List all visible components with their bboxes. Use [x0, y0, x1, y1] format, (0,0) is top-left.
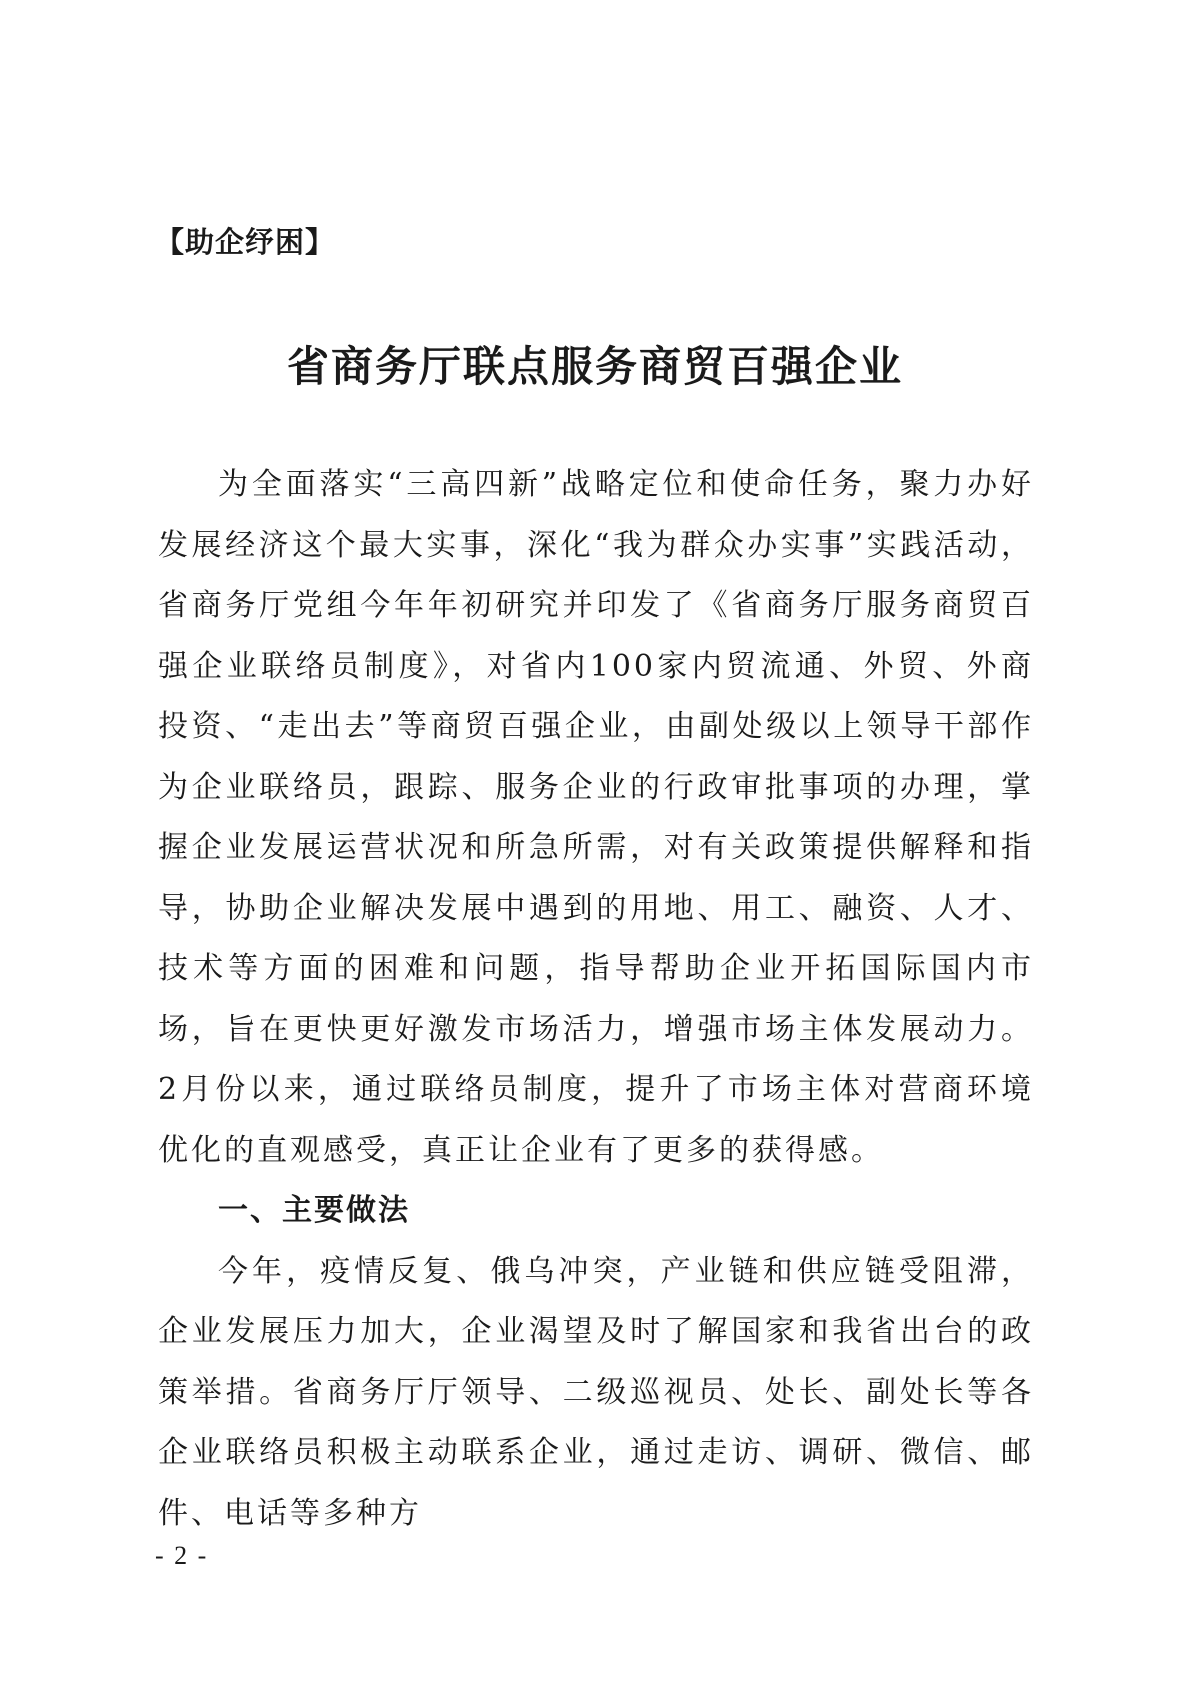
body-paragraph: 今年，疫情反复、俄乌冲突，产业链和供应链受阻滞，企业发展压力加大，企业渴望及时了解国家和我省出台的政策举措。省商务厅厅领导、二级巡视员、处长、副处长等各企业联络员积极主动联系企业，通过走访、调研、微信、邮件、电话等多种方 — [158, 1253, 1034, 1531]
body-paragraph: 为全面落实“三高四新”战略定位和使命任务，聚力办好发展经济这个最大实事，深化“我为群众办实事”实践活动，省商务厅党组今年年初研究并印发了《省商务厅服务商贸百强企业联络员制度》，对省内100家内贸流通、外贸、外商投资、“走出去”等商贸百强企业，由副处级以上领导干部作为企业联络员，跟踪、服务企业的行政审批事项的办理，掌握企业发展运营状况和所急所需，对有关政策提供解释和指导，协助企业解决发展中遇到的用地、用工、融资、人才、技术等方面的困难和问题，指导帮助企业开拓国际国内市场，旨在更快更好激发市场活力，增强市场主体发展动力。2月份以来，通过联络员制度，提升了市场主体对营商环境优化的直观感受，真正让企业有了更多的获得感。 — [158, 467, 1034, 1168]
section-heading: 一、主要做法 — [218, 1193, 410, 1228]
page-number: - 2 - — [155, 1541, 209, 1570]
document-title: 省商务厅联点服务商贸百强企业 — [286, 342, 903, 391]
document-body — [158, 455, 1034, 1544]
section-tag: 【助企纾困】 — [155, 225, 336, 259]
